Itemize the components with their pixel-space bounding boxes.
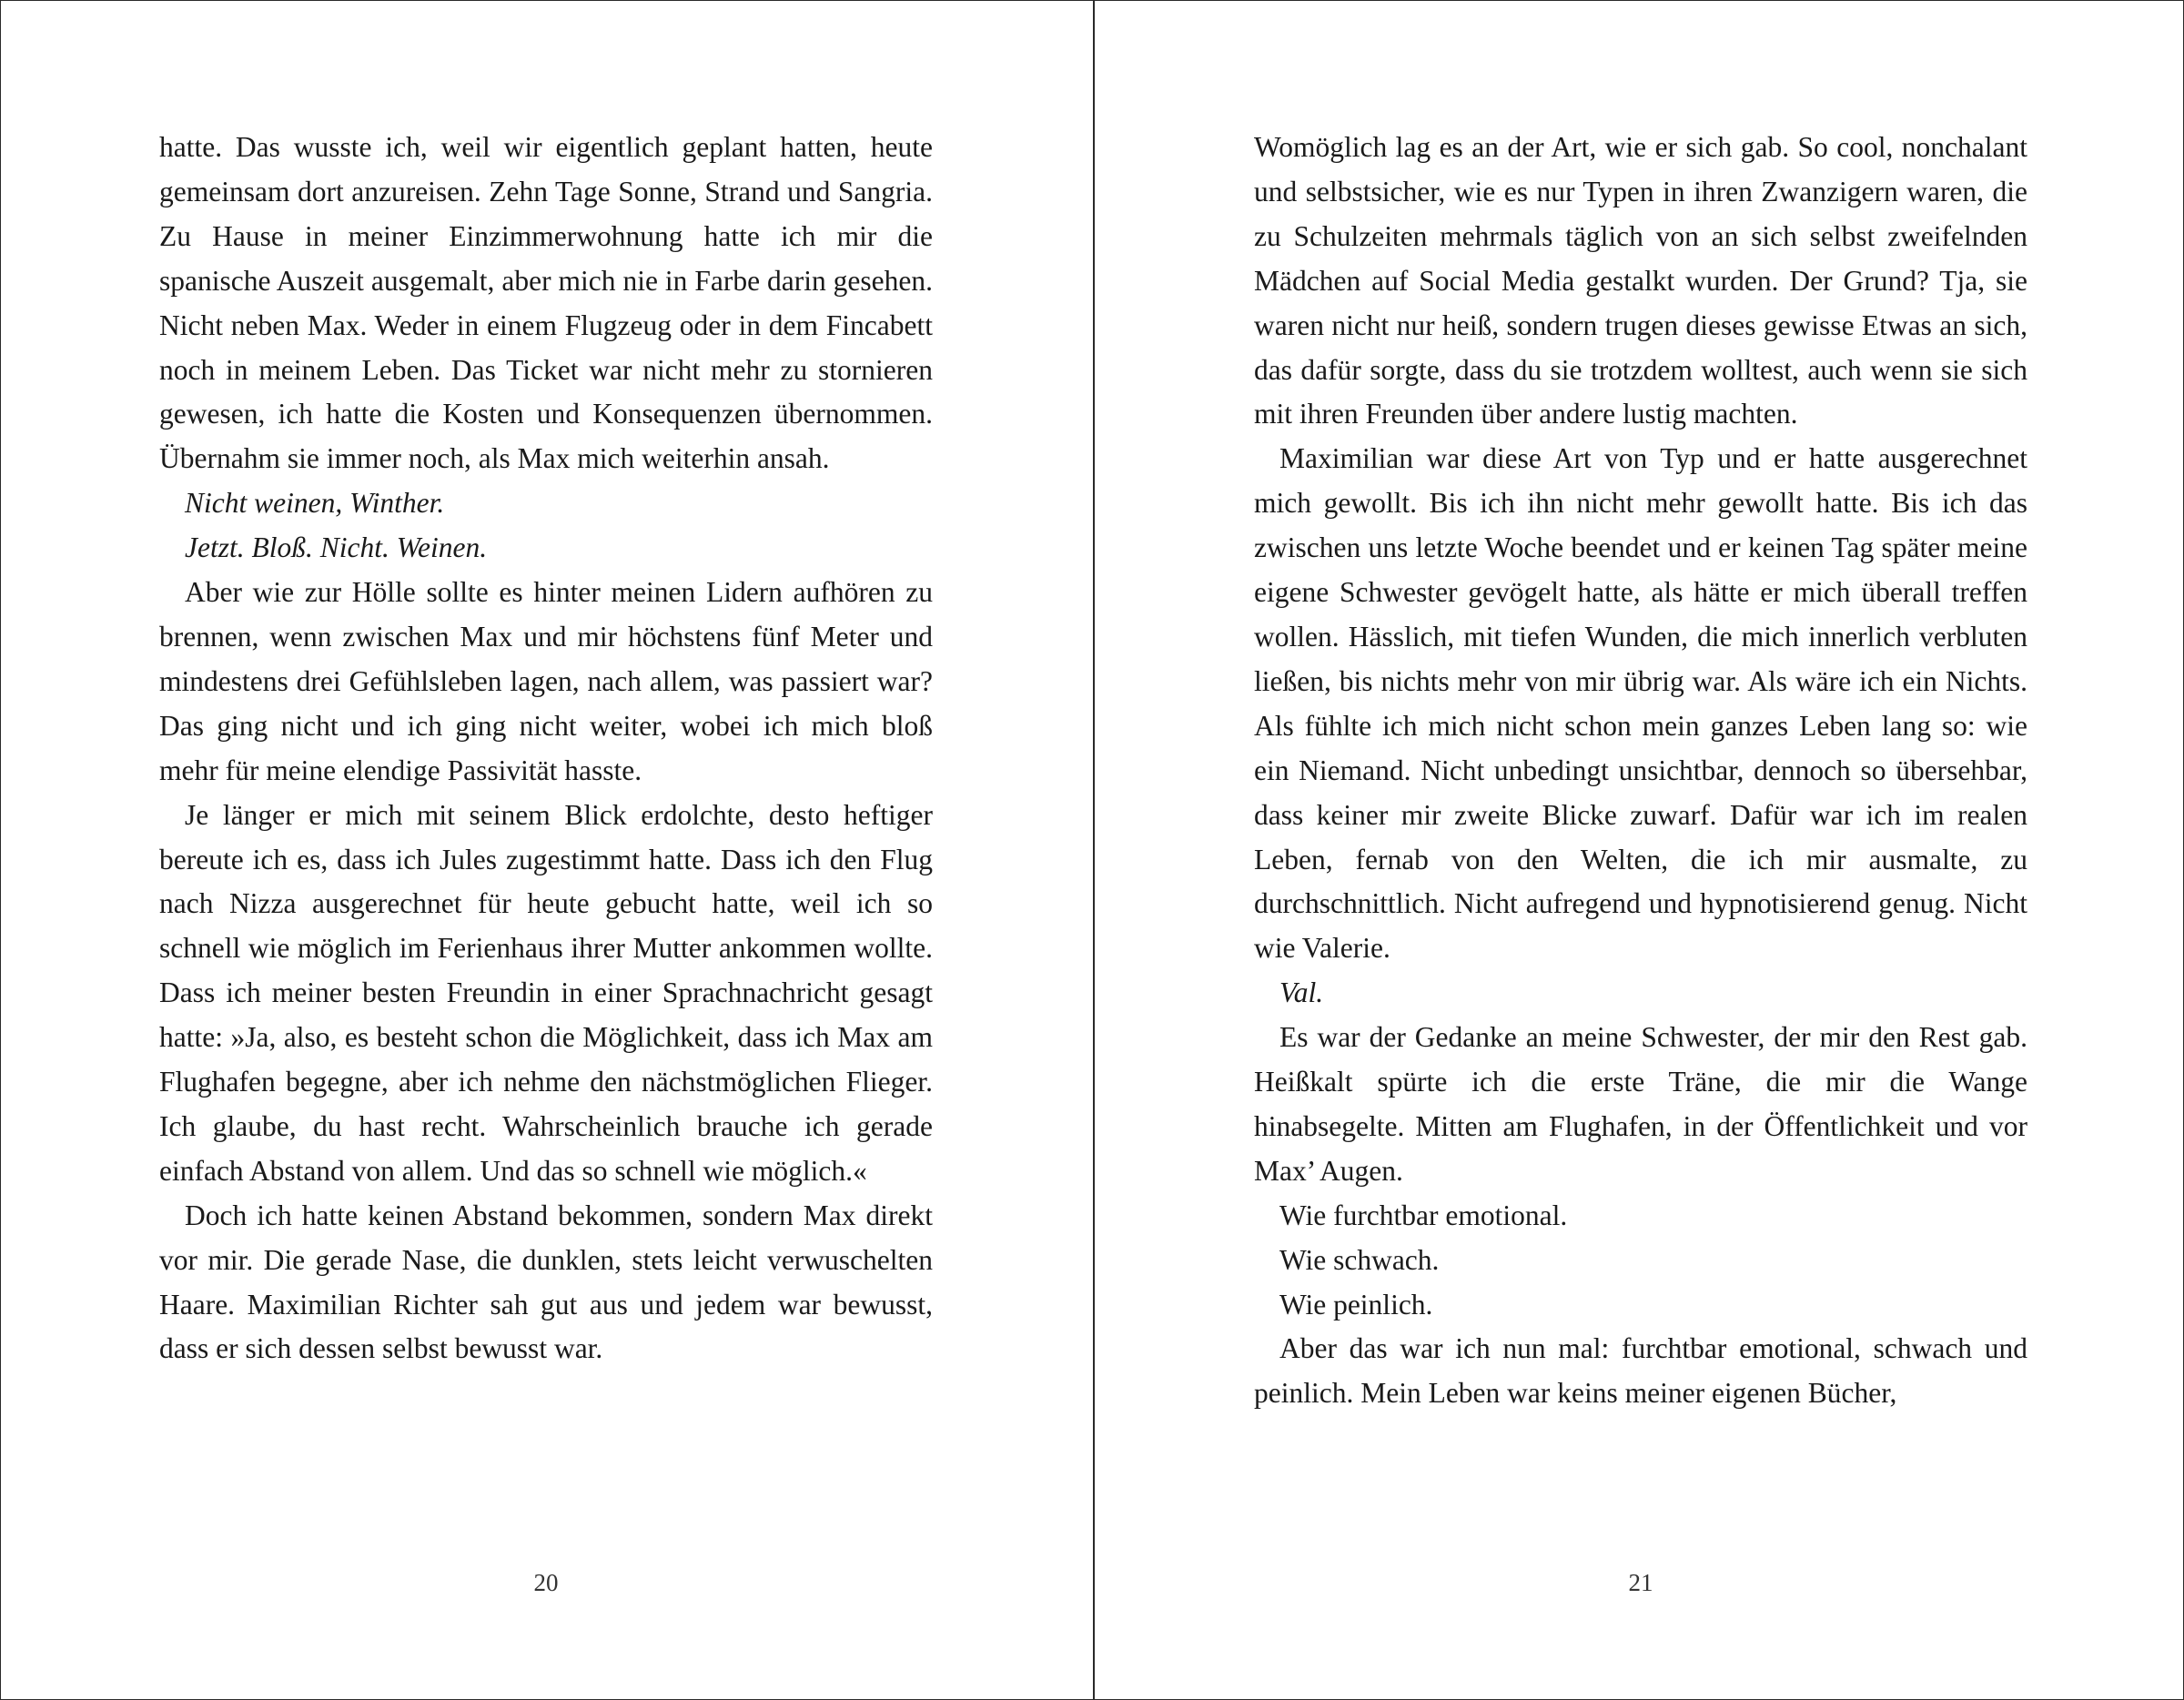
- paragraph: Wie furchtbar emotional.: [1279, 1199, 1568, 1231]
- paragraph: Es war der Gedanke an meine Schwester, der mir den Rest gab. Heißkalt spürte ich die erste Träne, die mir die Wange hinabsegelte. Mitten am Flughafen, in der Öffentlichkeit und vor Max’ Augen.: [1254, 1021, 2027, 1187]
- page-number-right: 21: [1628, 1569, 1653, 1596]
- paragraph-italic: Val.: [1279, 976, 1324, 1009]
- left-page: [159, 126, 933, 1371]
- page-number-left: 20: [533, 1569, 559, 1596]
- paragraph: Aber das war ich nun mal: furchtbar emotional, schwach und peinlich. Mein Leben war keins meiner eigenen Bücher,: [1254, 1332, 2027, 1410]
- paragraph: Womöglich lag es an der Art, wie er sich gab. So cool, nonchalant und selbstsicher, wie es nur Typen in ihren Zwanzigern waren, die zu Schulzeiten mehrmals täglich von an sich selbst zweifelnden Mädchen auf Social Media gestalkt wurden. Der Grund? Tja, sie waren nicht nur heiß, sondern trugen dieses gewisse Etwas an sich, das dafür sorgte, dass du sie trotzdem wolltest, auch wenn sie sich mit ihren Freunden über andere lustig machten.: [1254, 131, 2027, 430]
- paragraph: Maximilian war diese Art von Typ und er hatte ausgerechnet mich gewollt. Bis ich ihn nicht mehr gewollt hatte. Bis ich das zwischen uns letzte Woche beendet und er keinen Tag später meine eigene Schwester gevögelt hatte, als hätte er mich überall treffen wollen. Hässlich, mit tiefen Wunden, die mich innerlich verbluten ließen, bis nichts mehr von mir übrig war. Als wäre ich ein Nichts. Als fühlte ich mich nicht schon mein ganzes Leben lang so: wie ein Niemand. Nicht unbedingt unsichtbar, dennoch so übersehbar, dass keiner mir zweite Blicke zuwarf. Dafür war ich im realen Leben, fernab von den Welten, die ich mir ausmalte, zu durchschnittlich. Nicht aufregend und hypnotisierend genug. Nicht wie Valerie.: [1254, 442, 2027, 965]
- paragraph: Wie schwach.: [1279, 1243, 1440, 1276]
- left-page-text: [159, 126, 933, 1371]
- paragraph-italic: Jetzt. Bloß. Nicht. Weinen.: [185, 531, 488, 564]
- paragraph-italic: Nicht weinen, Winther.: [185, 487, 445, 520]
- paragraph: Wie peinlich.: [1279, 1288, 1433, 1321]
- right-page-text: [1254, 126, 2027, 1416]
- paragraph: Doch ich hatte keinen Abstand bekommen, sondern Max direkt vor mir. Die gerade Nase, die dunklen, stets leicht verwuschelten Haare. Maximilian Richter sah gut aus und jedem war bewusst, dass er sich dessen selbst bewusst war.: [159, 1199, 933, 1365]
- paragraph: Je länger er mich mit seinem Blick erdolchte, desto heftiger bereute ich es, dass ich Jules zugestimmt hatte. Dass ich den Flug nach Nizza ausgerechnet für heute gebucht hatte, weil ich so schnell wie möglich im Ferienhaus ihrer Mutter ankommen wollte. Dass ich meiner besten Freundin in einer Sprachnachricht gesagt hatte: »Ja, also, es besteht schon die Möglichkeit, dass ich Max am Flughafen begegne, aber ich nehme den nächstmöglichen Flieger. Ich glaube, du hast recht. Wahrscheinlich brauche ich gerade einfach Abstand von allem. Und das so schnell wie möglich.«: [159, 798, 933, 1187]
- paragraph: hatte. Das wusste ich, weil wir eigentlich geplant hatten, heute gemeinsam dort anzureisen. Zehn Tage Sonne, Strand und Sangria. Zu Hause in meiner Einzimmerwohnung hatte ich mir die spanische Auszeit ausgemalt, aber mich nie in Farbe darin gesehen. Nicht neben Max. Weder in einem Flugzeug oder in dem Fincabett noch in meinem Leben. Das Ticket war nicht mehr zu stornieren gewesen, ich hatte die Kosten und Konsequenzen übernommen. Übernahm sie immer noch, als Max mich weiterhin ansah.: [159, 131, 933, 475]
- page-gutter-divider: [1093, 1, 1095, 1699]
- right-page: [1254, 126, 2027, 1416]
- paragraph: Aber wie zur Hölle sollte es hinter meinen Lidern aufhören zu brennen, wenn zwischen Max und mir höchstens fünf Meter und mindestens drei Gefühlsleben lagen, nach allem, was passiert war? Das ging nicht und ich ging nicht weiter, wobei ich mich bloß mehr für meine elendige Passivität hasste.: [159, 576, 933, 786]
